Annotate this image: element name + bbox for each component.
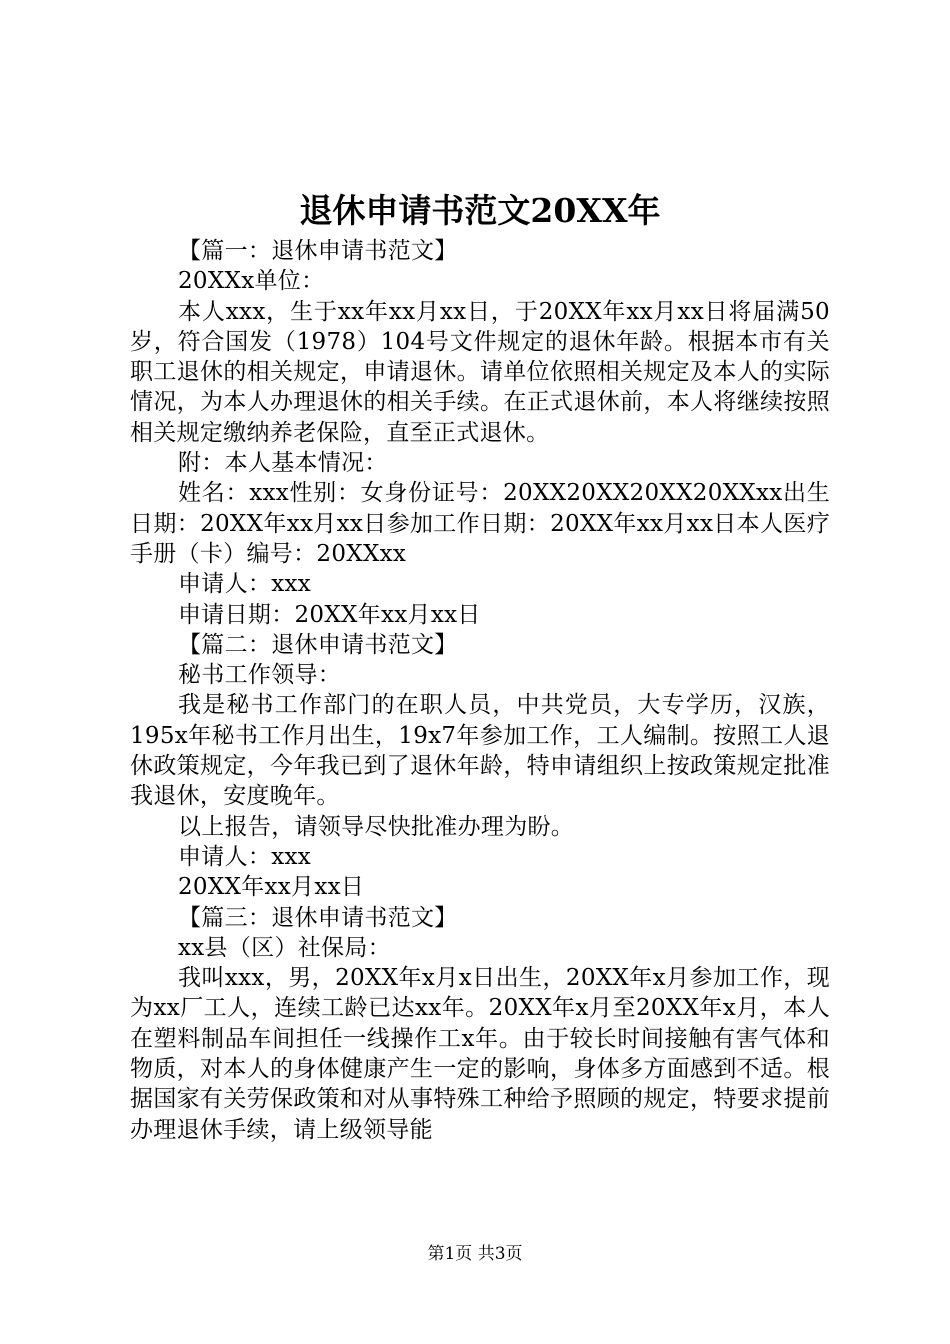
application-date-1: 申请日期：20XX年xx月xx日 [178,601,481,628]
section-heading-3: 【篇三：退休申请书范文】 [178,904,458,931]
closing-paragraph-2: 以上报告，请领导尽快批准办理为盼。 [178,813,575,840]
body-paragraph-3: 我叫xxx，男，20XX年x月x日出生，20XX年x月参加工作，现为xx厂工人，连续工龄已达xx年。20XX年x月至20XX年x月，本人在塑料制品车间担任一线操作工x年。由于较长时间接触有害气体和物质，对本人的身体健康产生一定的影响，身体多方面感到不适。根据国家有关劳保政策和对从事特殊工种给予照顾的规定，特要求提前办理退休手续，请上级领导能 [130,965,830,1143]
applicant-line-1: 申请人：xxx [178,571,312,598]
salutation-2: 秘书工作领导： [178,662,342,689]
body-paragraph-2: 我是秘书工作部门的在职人员，中共党员，大专学历，汉族，195x年秘书工作月出生，19x7年参加工作，工人编制。按照工人退休政策规定，今年我已到了退休年龄，特申请组织上按政策规定批准我退休，安度晚年。 [130,692,830,810]
attachment-label: 附：本人基本情况： [178,450,388,477]
salutation-1: 20XXx单位： [178,268,325,295]
section-heading-2: 【篇二：退休申请书范文】 [178,631,458,658]
application-date-2: 20XX年xx月xx日 [178,874,365,901]
salutation-3: xx县（区）社保局： [178,934,391,961]
section-heading-1: 【篇一：退休申请书范文】 [178,238,458,264]
applicant-line-2: 申请人：xxx [178,843,312,870]
document-title: 退休申请书范文20XX年 [299,191,661,230]
personal-info-paragraph: 姓名：xxx性别：女身份证号：20XX20XX20XX20XXxx出生日期：20XX年xx月xx日参加工作日期：20XX年xx月xx日本人医疗手册（卡）编号：20XXxx [130,480,830,567]
body-paragraph-1: 本人xxx，生于xx年xx月xx日，于20XX年xx月xx日将届满50岁，符合国发（1978）104号文件规定的退休年龄。根据本市有关职工退休的相关规定，申请退休。请单位依照相关规定及本人的实际情况，为本人办理退休的相关手续。在正式退休前，本人将继续按照相关规定缴纳养老保险，直至正式退休。 [130,298,830,446]
page-footer: 第1页 共3页 [427,1244,523,1264]
document-page [130,186,830,1145]
